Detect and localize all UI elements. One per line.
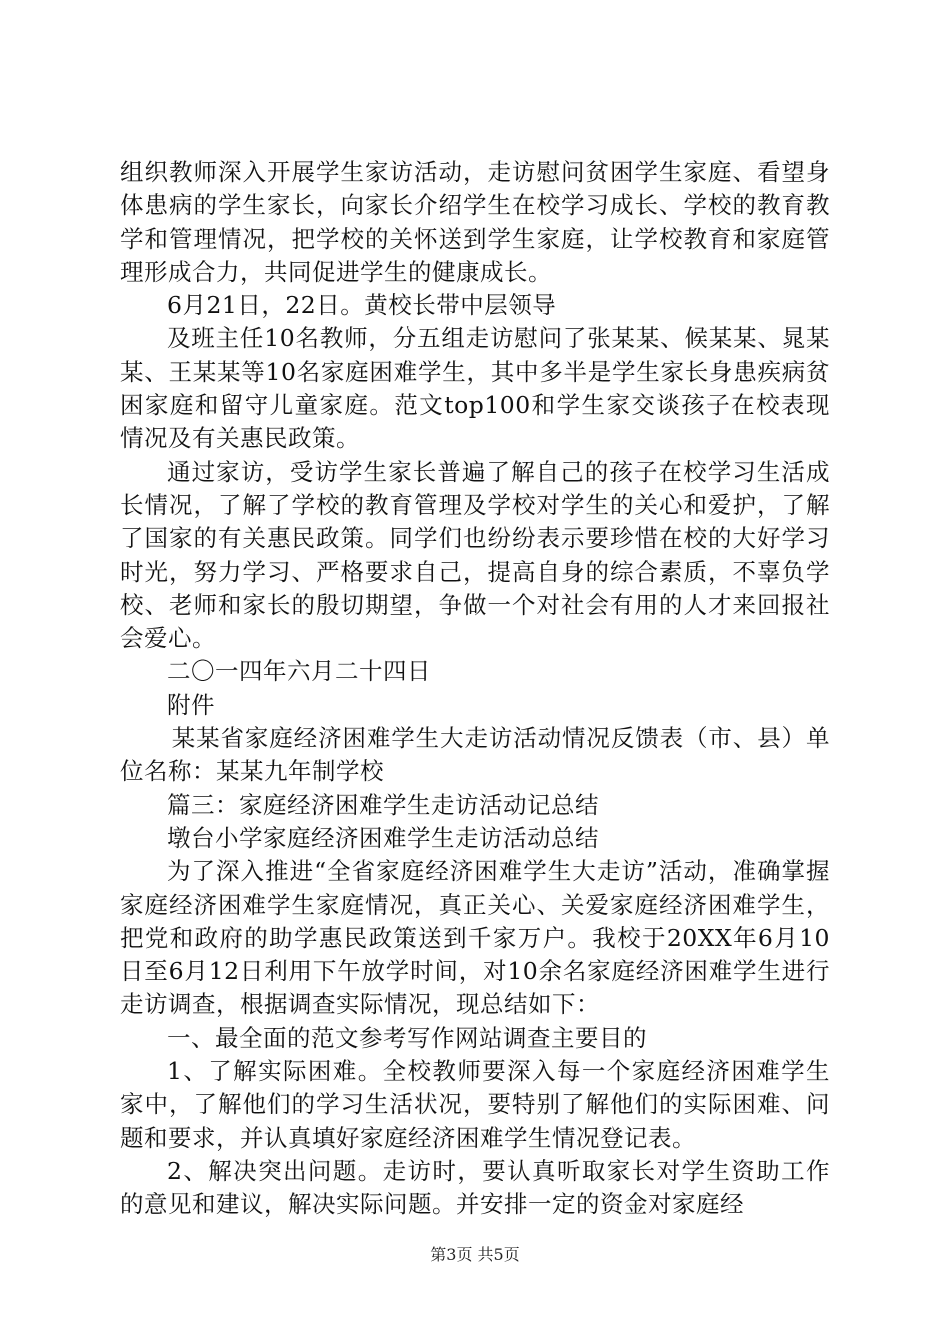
- document-subtitle: 墩台小学家庭经济困难学生走访活动总结: [167, 823, 599, 852]
- paragraph-date-visit: 6月21日，22日。黄校长带中层领导: [167, 291, 557, 320]
- section-heading-part-three: 篇三：家庭经济困难学生走访活动记总结: [167, 790, 599, 819]
- paragraph-summary-intro: 为了深入推进“全省家庭经济困难学生大走访”活动，准确掌握家庭经济困难学生家庭情况，真正关心、关爱家庭经济困难学生，把党和政府的助学惠民政策送到千家万户。我校于20XX年6月10日至6月12日利用下午放学时间，对10余名家庭经济困难学生进行走访调查，根据调查实际情况，现总结如下：: [120, 857, 830, 1019]
- document-body: [120, 156, 830, 1222]
- paragraph-visit-details: 及班主任10名教师，分五组走访慰问了张某某、候某某、晁某某、王某某等10名家庭困难学生，其中多半是学生家长身患疾病贫困家庭和留守儿童家庭。范文top100和学生家交谈孩子在校表现情况及有关惠民政策。: [120, 324, 830, 453]
- section-heading-main-purpose: 一、最全面的范文参考写作网站调查主要目的: [167, 1023, 647, 1052]
- paragraph-attachment-title: 某某省家庭经济困难学生大走访活动情况反馈表（市、县）单位名称：某某九年制学校: [120, 724, 830, 786]
- page-number-footer: 第3页 共5页: [430, 1245, 520, 1264]
- paragraph-item-two: 2、解决突出问题。走访时，要认真听取家长对学生资助工作的意见和建议，解决实际问题。并安排一定的资金对家庭经: [120, 1156, 830, 1219]
- paragraph-intro-continued: 组织教师深入开展学生家访活动，走访慰问贫困学生家庭、看望身体患病的学生家长，向家长介绍学生在校学习成长、学校的教育教学和管理情况，把学校的关怀送到学生家庭，让学校教育和家庭管理形成合力，共同促进学生的健康成长。: [120, 158, 830, 286]
- paragraph-visit-results: 通过家访，受访学生家长普遍了解自己的孩子在校学习生活成长情况，了解了学校的教育管理及学校对学生的关心和爱护，了解了国家的有关惠民政策。同学们也纷纷表示要珍惜在校的大好学习时光，努力学习、严格要求自己，提高自身的综合素质，不辜负学校、老师和家长的殷切期望，争做一个对社会有用的人才来回报社会爱心。: [120, 457, 830, 653]
- paragraph-attachment-label: 附件: [167, 690, 215, 719]
- paragraph-signature-date: 二〇一四年六月二十四日: [167, 657, 431, 686]
- paragraph-item-one: 1、了解实际困难。全校教师要深入每一个家庭经济困难学生家中，了解他们的学习生活状况，要特别了解他们的实际困难、问题和要求，并认真填好家庭经济困难学生情况登记表。: [120, 1057, 830, 1152]
